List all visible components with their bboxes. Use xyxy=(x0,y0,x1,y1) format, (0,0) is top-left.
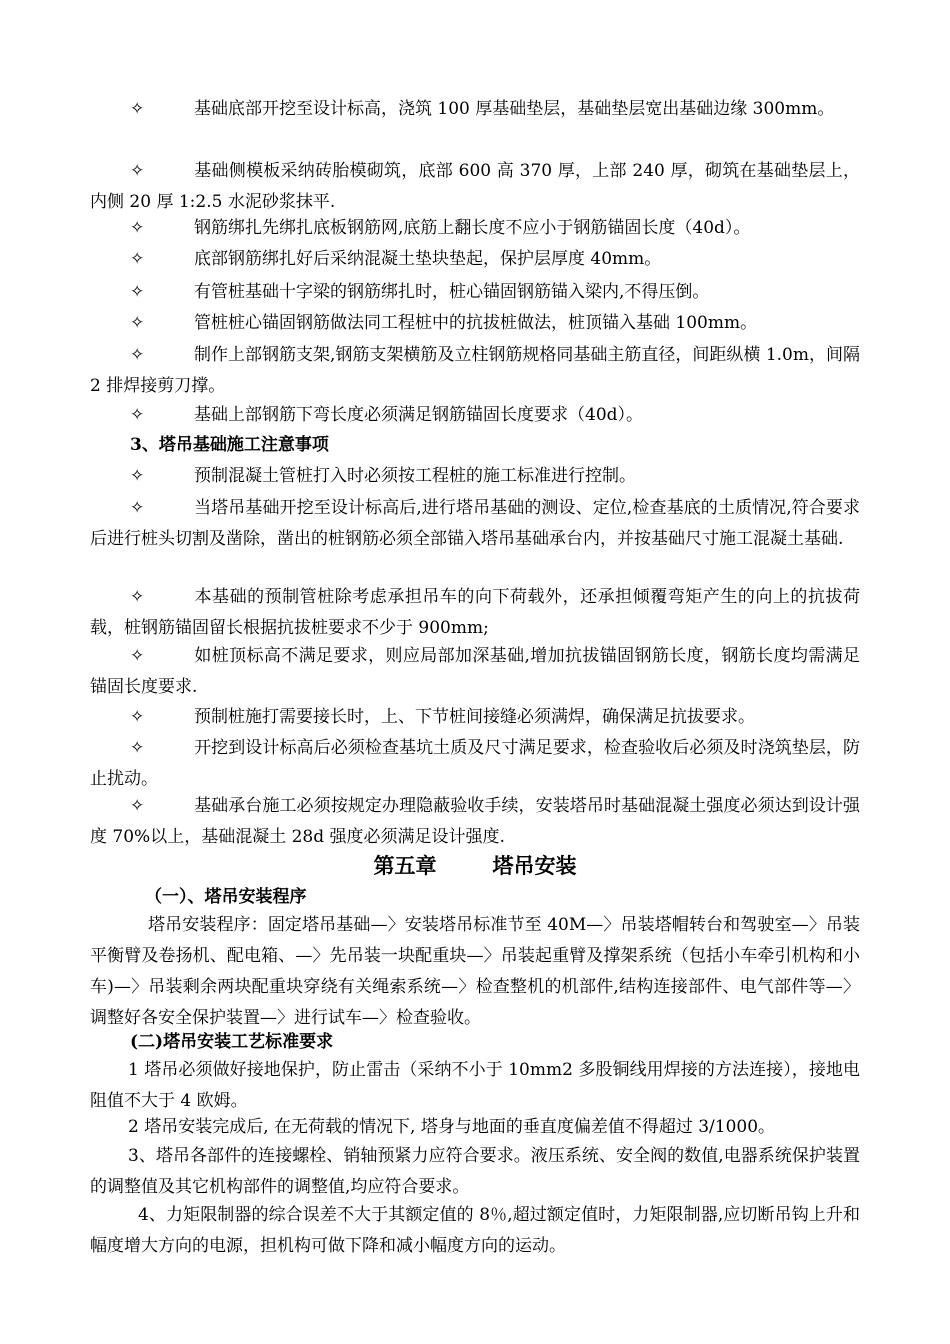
list-item xyxy=(90,582,860,644)
paragraph: 2 塔吊安装完成后, 在无荷载的情况下, 塔身与地面的垂直度偏差值不得超过 3/1000。 xyxy=(128,1117,776,1137)
bullet-icon: ✧ xyxy=(130,218,145,238)
bullet-icon: ✧ xyxy=(130,405,145,425)
list-item xyxy=(90,493,860,555)
list-item-text: 当塔吊基础开挖至设计标高后,进行塔吊基础的测设、定位,检查基底的土质情况,符合要求后进行桩头切割及凿除，凿出的桩钢筋必须全部锚入塔吊基础承台内，并按基础尺寸施工混凝土基础. xyxy=(90,498,860,549)
bullet-icon: ✧ xyxy=(130,99,145,119)
list-item-text: 钢筋绑扎先绑扎底板钢筋网,底筋上翻长度不应小于钢筋锚固长度（40d）。 xyxy=(194,218,751,238)
list-item-text: 底部钢筋绑扎好后采纳混凝土垫块垫起，保护层厚度 40mm。 xyxy=(194,249,662,269)
list-item xyxy=(90,400,860,431)
chapter-title xyxy=(0,848,950,884)
list-item-text: 如桩顶标高不满足要求，则应局部加深基础,增加抗拔锚固钢筋长度，钢筋长度均需满足锚固长度要求. xyxy=(90,646,860,697)
list-item xyxy=(90,791,860,853)
list-item-text: 开挖到设计标高后必须检查基坑土质及尺寸满足要求，检查验收后必须及时浇筑垫层，防止扰动。 xyxy=(90,738,860,789)
bullet-icon: ✧ xyxy=(130,707,145,727)
list-item xyxy=(90,340,860,402)
bullet-icon: ✧ xyxy=(130,161,145,181)
list-item xyxy=(90,641,860,703)
list-item-text: 本基础的预制管桩除考虑承担吊车的向下荷载外，还承担倾覆弯矩产生的向上的抗拔荷载，桩钢筋锚固留长根据抗拔桩要求不少于 900mm; xyxy=(90,587,860,638)
list-item-text: 有管桩基础十字梁的钢筋绑扎时，桩心锚固钢筋锚入梁内,不得压倒。 xyxy=(194,282,710,302)
bullet-icon: ✧ xyxy=(130,498,145,518)
section-heading: 3、塔吊基础施工注意事项 xyxy=(130,435,329,455)
bullet-icon: ✧ xyxy=(130,466,145,486)
bullet-icon: ✧ xyxy=(130,646,145,666)
list-item xyxy=(90,244,860,275)
bullet-icon: ✧ xyxy=(130,249,145,269)
list-item-text: 基础承台施工必须按规定办理隐蔽验收手续，安装塔吊时基础混凝土强度必须达到设计强度 70%以上，基础混凝土 28d 强度必须满足设计强度. xyxy=(90,796,860,847)
paragraph: 3、塔吊各部件的连接螺栓、销轴预紧力应符合要求。液压系统、安全阀的数值,电器系统保护装置的调整值及其它机构部件的调整值,均应符合要求。 xyxy=(90,1146,860,1197)
bullet-icon: ✧ xyxy=(130,282,145,302)
list-item-text: 基础上部钢筋下弯长度必须满足钢筋锚固长度要求（40d）。 xyxy=(194,405,644,425)
list-item xyxy=(90,733,860,795)
subsection-heading: (二)塔吊安装工艺标准要求 xyxy=(130,1032,334,1052)
bullet-icon: ✧ xyxy=(130,345,145,365)
paragraph: 4、力矩限制器的综合误差不大于其额定值的 8％,超过额定值时，力矩限制器,应切断吊钩上升和幅度增大方向的电源，担机构可做下降和减小幅度方向的运动。 xyxy=(90,1205,860,1256)
list-item xyxy=(90,94,860,125)
list-item-text: 预制桩施打需要接长时，上、下节桩间接缝必须满焊，确保满足抗拔要求。 xyxy=(194,707,755,727)
bullet-icon: ✧ xyxy=(130,796,145,816)
paragraph: 塔吊安装程序：固定塔吊基础—〉安装塔吊标准节至 40M—〉吊装塔帽转台和驾驶室—〉吊装平衡臂及卷扬机、配电箱、—〉先吊装一块配重块—〉吊装起重臂及撑架系统（包括小车牵引机构和小车)—〉吊装剩余两块配重块穿绕有关绳索系统—〉检查整机的机部件,结构连接部件、电气部件等—〉调整好各安全保护装置—〉进行试车—〉检查验收。 xyxy=(90,915,860,1028)
bullet-icon: ✧ xyxy=(130,587,145,607)
paragraph: 1 塔吊必须做好接地保护，防止雷击（采纳不小于 10mm2 多股铜线用焊接的方法连接），接地电阻值不大于 4 欧姆。 xyxy=(90,1060,860,1111)
chapter-name: 塔吊安装 xyxy=(492,853,577,878)
list-item-text: 管桩桩心锚固钢筋做法同工程桩中的抗拔桩做法，桩顶锚入基础 100mm。 xyxy=(194,313,758,333)
list-item xyxy=(90,702,860,733)
list-item xyxy=(90,461,860,492)
list-item-text: 基础侧模板采纳砖胎模砌筑，底部 600 高 370 厚，上部 240 厚，砌筑在基础垫层上，内侧 20 厚 1:2.5 水泥砂浆抹平. xyxy=(90,161,860,212)
list-item-text: 基础底部开挖至设计标高，浇筑 100 厚基础垫层，基础垫层宽出基础边缘 300mm。 xyxy=(194,99,835,119)
subsection-heading: （一）、塔吊安装程序 xyxy=(145,887,307,907)
list-item xyxy=(90,156,860,218)
list-item xyxy=(90,308,860,339)
list-item-text: 预制混凝土管桩打入时必须按工程桩的施工标准进行控制。 xyxy=(194,466,636,486)
bullet-icon: ✧ xyxy=(130,313,145,333)
chapter-number: 第五章 xyxy=(373,853,437,878)
list-item xyxy=(90,277,860,308)
list-item xyxy=(90,213,860,244)
bullet-icon: ✧ xyxy=(130,738,145,758)
list-item-text: 制作上部钢筋支架,钢筋支架横筋及立柱钢筋规格同基础主筋直径，间距纵横 1.0m，间隔 2 排焊接剪刀撑。 xyxy=(90,345,860,396)
